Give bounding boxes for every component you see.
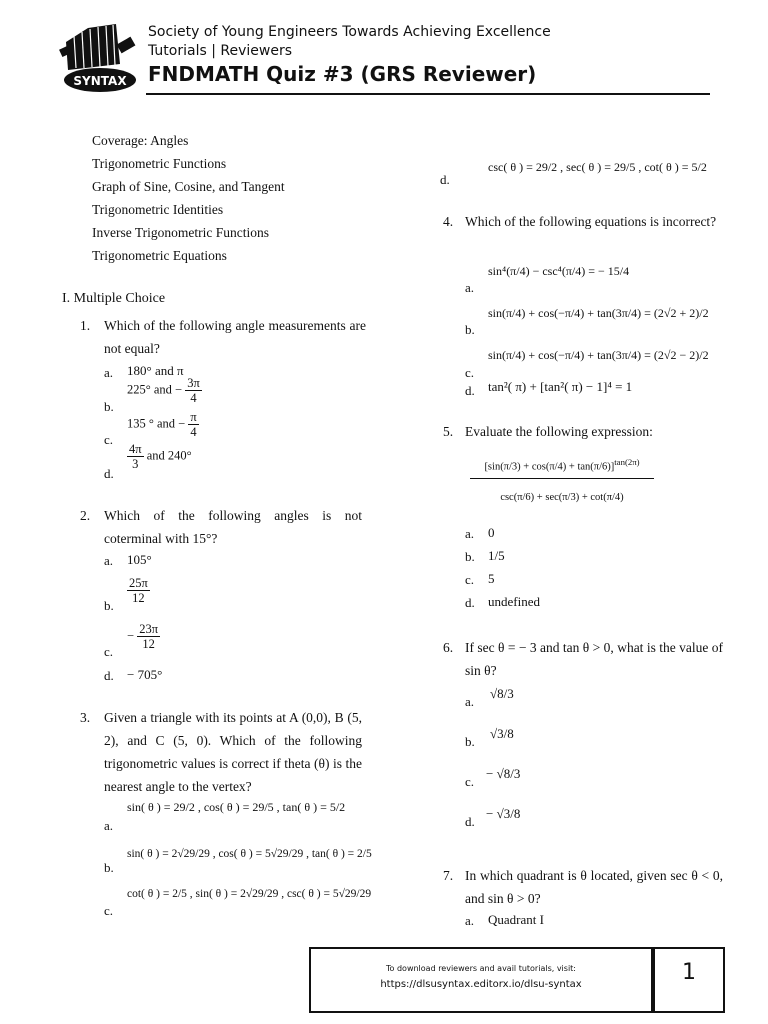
coverage-item: Coverage: Angles xyxy=(92,133,189,148)
q3-text: Given a triangle with its points at A (0,0), B (5, 2), and C (5, 0). Which of the following trigonometric values is correct if theta (θ) is the nearest angle to the vertex? xyxy=(104,710,362,794)
q5-denominator: csc(π/6) + sec(π/3) + cot(π/4) xyxy=(500,492,624,503)
q4-d-math: tan²( π) + [tan²( π) − 1]⁴ = 1 xyxy=(488,379,633,394)
q5-a-label: a. xyxy=(465,526,475,541)
q5-c-label: c. xyxy=(465,572,475,587)
footer-link[interactable]: https://dlsusyntax.editorx.io/dlsu-syntax xyxy=(380,979,582,990)
q2-number: 2. xyxy=(80,508,91,523)
q5-text: Evaluate the following expression: xyxy=(465,424,653,439)
footer-text: To download reviewers and avail tutorials, visit: xyxy=(386,964,576,973)
q6-text: If sec θ = − 3 and tan θ > 0, what is the value of sin θ? xyxy=(465,640,723,678)
q6-c-value: − √8/3 xyxy=(486,766,521,781)
q5-b-label: b. xyxy=(465,549,475,564)
q7-number: 7. xyxy=(443,868,454,883)
coverage-item: Trigonometric Identities xyxy=(92,202,224,217)
page-number: 1 xyxy=(682,960,696,985)
q3-c-math: cot( θ ) = 2/5 , sin( θ ) = 2√29/29 , csc( θ ) = 5√29/29 xyxy=(127,888,372,900)
q4-c-math: sin(π/4) + cos(−π/4) + tan(3π/4) = (2√2 − 2)/2 xyxy=(488,348,709,362)
q1-b-label: b. xyxy=(104,399,114,414)
q2-d-math: − 705° xyxy=(127,667,163,682)
q1-d-label: d. xyxy=(104,466,114,481)
q2-c-math: − $\frac{23\pi}{12}$ xyxy=(127,622,158,651)
q3-c-label: c. xyxy=(104,903,114,918)
q2-text: Which of the following angles is not coterminal with 15°? xyxy=(104,508,362,546)
q3-a-math: sin( θ ) = 29/2 , cos( θ ) = 29/5 , tan( θ ) = 5/2 xyxy=(127,800,346,814)
q4-a-math: sin⁴(π/4) − csc⁴(π/4) = − 15/4 xyxy=(488,264,630,278)
q3-number: 3. xyxy=(80,710,91,725)
q5-d-label: d. xyxy=(465,595,475,610)
org-subtitle: Tutorials | Reviewers xyxy=(148,43,292,59)
q4-b-math: sin(π/4) + cos(−π/4) + tan(3π/4) = (2√2 + 2)/2 xyxy=(488,306,709,320)
syntax-logo xyxy=(58,22,138,98)
q4-text: Which of the following equations is incorrect? xyxy=(465,214,717,229)
q2-a-label: a. xyxy=(104,553,114,568)
q3-d-math: csc( θ ) = 29/2 , sec( θ ) = 29/5 , cot( θ ) = 5/2 xyxy=(488,160,707,174)
q4-d-label: d. xyxy=(465,383,475,398)
q6-number: 6. xyxy=(443,640,454,655)
q1-c-math: 135 ° and − $\frac{\pi}{4}$ xyxy=(127,410,197,439)
section-heading: I. Multiple Choice xyxy=(62,291,166,306)
q7-a-value: Quadrant I xyxy=(488,912,544,927)
q3-b-math: sin( θ ) = 2√29/29 , cos( θ ) = 5√29/29 , tan( θ ) = 2/5 xyxy=(127,848,372,860)
q5-d-value: undefined xyxy=(488,594,540,609)
q4-c-label: c. xyxy=(465,365,475,380)
q6-d-value: − √3/8 xyxy=(486,806,521,821)
q5-number: 5. xyxy=(443,424,454,439)
q1-b-math: 225° and − $\frac{3\pi}{4}$ xyxy=(127,376,200,405)
q1-a-math: 180° and π xyxy=(127,363,184,378)
q4-a-label: a. xyxy=(465,280,475,295)
coverage-list xyxy=(92,130,285,268)
q5-b-value: 1/5 xyxy=(488,548,505,563)
org-name: Society of Young Engineers Towards Achieving Excellence xyxy=(148,24,551,40)
svg-text:SYNTAX: SYNTAX xyxy=(73,74,127,88)
q5-numerator: $[\sin(\pi/3) + \cos(\pi/4) + \tan(\pi/6)]^{tan(2\pi)}$ xyxy=(470,446,654,479)
q1-text: Which of the following angle measurements are not equal? xyxy=(104,318,366,356)
q3-b-label: b. xyxy=(104,860,114,875)
q6-a-value: √8/3 xyxy=(490,686,514,701)
page-title: FNDMATH Quiz #3 (GRS Reviewer) xyxy=(148,62,537,86)
q2-b-label: b. xyxy=(104,598,114,613)
q1-c-label: c. xyxy=(104,432,114,447)
coverage-item: Graph of Sine, Cosine, and Tangent xyxy=(92,179,285,194)
q1-number: 1. xyxy=(80,318,91,333)
q6-b-label: b. xyxy=(465,734,475,749)
q6-d-label: d. xyxy=(465,814,475,829)
q7-a-label: a. xyxy=(465,913,475,928)
q2-a-math: 105° xyxy=(127,552,152,567)
coverage-item: Inverse Trigonometric Functions xyxy=(92,225,269,240)
q7-text: In which quadrant is θ located, given sec θ < 0, and sin θ > 0? xyxy=(465,868,723,906)
q3-a-label: a. xyxy=(104,818,114,833)
q5-a-value: 0 xyxy=(488,525,495,540)
coverage-item: Trigonometric Equations xyxy=(92,248,227,263)
q6-c-label: c. xyxy=(465,774,475,789)
q2-b-math: $\frac{25\pi}{12}$ xyxy=(129,576,148,605)
q1-a-label: a. xyxy=(104,365,114,380)
q5-c-value: 5 xyxy=(488,571,495,586)
q1-d-math: $\frac{4\pi}{3}$ and 240° xyxy=(129,442,192,471)
q4-number: 4. xyxy=(443,214,454,229)
coverage-item: Trigonometric Functions xyxy=(92,156,227,171)
q2-c-label: c. xyxy=(104,644,114,659)
q4-b-label: b. xyxy=(465,322,475,337)
q3-d-label: d. xyxy=(440,172,450,187)
q2-d-label: d. xyxy=(104,668,114,683)
q6-b-value: √3/8 xyxy=(490,726,514,741)
header-rule xyxy=(146,93,710,95)
q6-a-label: a. xyxy=(465,694,475,709)
